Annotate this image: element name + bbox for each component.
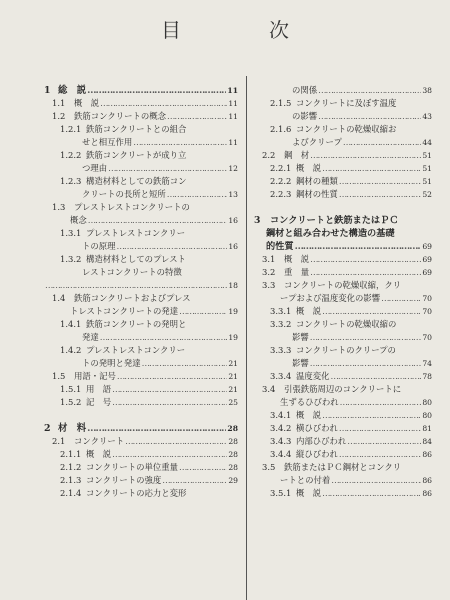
toc-entry-number: 1.2.3: [60, 176, 82, 186]
toc-leader-dots: [142, 357, 228, 370]
toc-entry: [44, 448, 238, 461]
toc-entry: [44, 240, 238, 253]
toc-entry-text: 温度変化: [296, 371, 330, 381]
toc-entry: [254, 214, 432, 227]
toc-entry: [44, 383, 238, 396]
toc-entry-number: 2.1.6: [270, 124, 292, 134]
toc-leader-dots: [339, 175, 421, 188]
toc-page-number: 69: [422, 268, 432, 277]
toc-entry: [254, 448, 432, 461]
toc-entry-number: 2.1.2: [60, 462, 82, 472]
toc-entry: [44, 331, 238, 344]
toc-leader-dots: [322, 305, 421, 318]
toc-entry-text: 概 説: [296, 306, 322, 316]
toc-entry-text: 構造材料としてのプレスト: [86, 254, 186, 264]
toc-entry-text: 影響: [292, 332, 309, 342]
toc-entry-text: コンクリートに及ぼす温度: [296, 98, 397, 108]
toc-entry-text: 生ずるひびわれ: [280, 397, 339, 407]
toc-entry-text: 概 説: [296, 163, 322, 173]
toc-entry-number: 2.1.3: [60, 475, 82, 485]
toc-entry: [254, 396, 432, 409]
toc-entry-text: 鋼材の種類: [296, 176, 338, 186]
toc-entry: [44, 357, 238, 370]
toc-entry: [254, 344, 432, 357]
toc-entry: [254, 357, 432, 370]
toc-page-number: 28: [228, 463, 238, 472]
toc-page-number: 44: [422, 138, 432, 147]
toc-entry-number: 1.3.1: [60, 228, 82, 238]
toc-entry-number: 1.5: [52, 371, 66, 381]
toc-leader-dots: [100, 97, 227, 110]
toc-page-number: 84: [422, 437, 432, 446]
toc-entry: [44, 266, 238, 279]
toc-entry: [254, 305, 432, 318]
toc-entry-text: 鉄筋コンクリートが成り立: [86, 150, 187, 160]
toc-entry-number: 3.4.1: [270, 410, 292, 420]
toc-page-number: 86: [422, 450, 432, 459]
toc-entry: [254, 123, 432, 136]
toc-leader-dots: [179, 305, 227, 318]
toc-leader-dots: [179, 461, 227, 474]
toc-entry-text: 鋼材と組み合わせた構造の基礎: [266, 228, 395, 239]
toc-entry-number: 3.3.1: [270, 306, 292, 316]
toc-entry-text: 概 説: [296, 488, 322, 498]
toc-entry-text: 鋼 材: [284, 150, 310, 160]
toc-leader-dots: [167, 188, 228, 201]
toc-entry-number: 1.4: [52, 293, 66, 303]
toc-entry: [254, 266, 432, 279]
toc-entry-text: の影響: [292, 111, 318, 121]
toc-entry: [254, 110, 432, 123]
toc-entry-number: 2: [44, 423, 51, 434]
toc-entry: [44, 149, 238, 162]
toc-entry-text: コンクリートのクリープの: [296, 345, 396, 355]
toc-leader-dots: [340, 396, 422, 409]
toc-leader-dots: [339, 448, 421, 461]
toc-entry-number: 3.4: [262, 384, 276, 394]
toc-leader-dots: [45, 279, 227, 292]
page-title: 目 次: [161, 18, 323, 42]
toc-leader-dots: [347, 435, 421, 448]
toc-entry-number: 3.3.4: [270, 371, 292, 381]
toc-entry-text: プレストレストコンクリー: [86, 228, 186, 238]
toc-page-number: 80: [422, 398, 432, 407]
toc-entry-number: 2.2.2: [270, 176, 292, 186]
toc-leader-dots: [117, 370, 227, 383]
toc-entry-text: レストコンクリートの特徴: [82, 267, 182, 277]
toc-entry-number: 1.5.1: [60, 384, 82, 394]
toc-entry-number: 3.2: [262, 267, 276, 277]
toc-entry: [44, 253, 238, 266]
toc-entry-text: トの発明と発達: [82, 358, 141, 368]
toc-entry-text: 材 料: [58, 423, 87, 434]
toc-entry-text: よびクリープ: [292, 137, 342, 147]
toc-page-number: 16: [228, 216, 238, 225]
toc-entry: [254, 136, 432, 149]
toc-entry: [254, 292, 432, 305]
toc-entry: [254, 409, 432, 422]
toc-entry-text: 重 量: [284, 267, 310, 277]
toc-leader-dots: [133, 136, 227, 149]
toc-entry-number: 1.1: [52, 98, 66, 108]
toc-page-number: 74: [422, 359, 432, 368]
toc-entry: [44, 422, 238, 435]
toc-entry: [254, 370, 432, 383]
toc-page-number: 19: [228, 307, 238, 316]
toc-leader-dots: [117, 240, 228, 253]
toc-page-number: 80: [422, 411, 432, 420]
toc-page-number: 29: [228, 476, 238, 485]
toc-entry: [44, 474, 238, 487]
toc-page-number: 28: [228, 450, 238, 459]
toc-entry: [254, 461, 432, 474]
toc-leader-dots: [318, 84, 421, 97]
toc-entry: [254, 383, 432, 396]
toc-entry-number: 3.5.1: [270, 488, 292, 498]
toc-entry-text: トの原理: [82, 241, 116, 251]
toc-entry-text: 構造材料としての鉄筋コン: [86, 176, 187, 186]
toc-entry-text: 概 説: [86, 449, 112, 459]
toc-entry: [254, 435, 432, 448]
toc-entry-number: 3: [254, 215, 261, 226]
toc-leader-dots: [295, 240, 422, 253]
toc-leader-dots: [322, 487, 421, 500]
toc-entry: [254, 201, 432, 214]
toc-entry-text: 記 号: [86, 397, 112, 407]
toc-leader-dots: [87, 84, 226, 97]
toc-entry-text: 縦ひびわれ: [296, 449, 338, 459]
toc-entry: [254, 487, 432, 500]
toc-entry: [44, 318, 238, 331]
toc-page-number: 51: [422, 177, 432, 186]
toc-leader-dots: [343, 136, 421, 149]
toc-entry: [254, 175, 432, 188]
toc-page-number: 78: [422, 372, 432, 381]
toc-entry-number: 3.3: [262, 280, 276, 290]
toc-leader-dots: [125, 435, 227, 448]
toc-entry: [44, 279, 238, 292]
toc-page-number: 11: [228, 138, 238, 147]
toc-entry: [254, 422, 432, 435]
toc-entry-number: 1.2: [52, 111, 66, 121]
toc-page-number: 16: [228, 242, 238, 251]
toc-entry-text: 用語・記号: [74, 371, 116, 381]
toc-entry-text: コンクリートの乾燥収縮の: [296, 319, 397, 329]
toc-entry-number: 1.2.1: [60, 124, 82, 134]
toc-leader-dots: [310, 357, 422, 370]
toc-entry-text: 鋼材の性質: [296, 189, 338, 199]
toc-page-number: 21: [228, 385, 238, 394]
toc-entry-text: 内部ひびわれ: [296, 436, 347, 446]
toc-leader-dots: [112, 396, 227, 409]
toc-entry-text: コンクリートの強度: [86, 475, 162, 485]
toc-entry: [44, 123, 238, 136]
toc-entry-text: ートとの付着: [280, 475, 331, 485]
toc-page-number: 28: [227, 424, 238, 433]
toc-entry-text: 鉄筋またはＰＣ鋼材とコンクリ: [284, 462, 402, 472]
toc-leader-dots: [167, 110, 227, 123]
toc-entry: [44, 136, 238, 149]
toc-entry: [44, 344, 238, 357]
toc-entry-text: 鉄筋コンクリートとの組合: [86, 124, 187, 134]
toc-entry-text: コンクリートの乾燥収縮お: [296, 124, 397, 134]
toc-page-number: 12: [228, 164, 238, 173]
toc-page-number: 25: [228, 398, 238, 407]
toc-entry: [44, 84, 238, 97]
toc-page-number: 51: [422, 164, 432, 173]
toc-entry: [254, 84, 432, 97]
toc-entry-text: コンクリートの単位重量: [86, 462, 178, 472]
toc-entry-text: つ理由: [82, 163, 108, 173]
toc-entry: [44, 487, 238, 500]
toc-entry-text: クリートの長所と短所: [82, 189, 166, 199]
toc-entry-text: ープおよび温度変化の影響: [280, 293, 381, 303]
toc-page-number: 51: [422, 151, 432, 160]
toc-entry: [254, 227, 432, 240]
toc-entry-text: 発達: [82, 332, 99, 342]
toc-entry: [254, 253, 432, 266]
toc-entry-text: 概 説: [284, 254, 310, 264]
toc-page-number: 69: [422, 242, 432, 251]
toc-entry-text: 引張鉄筋周辺のコンクリートに: [284, 384, 402, 394]
toc-entry-number: 1.3.2: [60, 254, 82, 264]
toc-entry-number: 3.4.3: [270, 436, 292, 446]
toc-page-number: 11: [228, 99, 238, 108]
toc-entry-text: コンクリート: [74, 436, 125, 446]
toc-entry: [44, 409, 238, 422]
toc-entry-text: 概 説: [296, 410, 322, 420]
toc-entry-number: 3.3.2: [270, 319, 292, 329]
toc-entry: [254, 331, 432, 344]
toc-page-number: 21: [228, 372, 238, 381]
toc-entry-text: トレストコンクリートの発達: [70, 306, 179, 316]
toc-entry-text: コンクリートの乾燥収縮，クリ: [284, 280, 402, 290]
toc-leader-dots: [108, 162, 227, 175]
toc-entry-number: 1.4.1: [60, 319, 82, 329]
toc-leader-dots: [100, 331, 228, 344]
toc-entry-number: 1.3: [52, 202, 66, 212]
toc-page-number: 70: [422, 307, 432, 316]
toc-leader-dots: [112, 383, 227, 396]
toc-entry: [44, 214, 238, 227]
toc-entry: [44, 396, 238, 409]
toc-page-number: 11: [228, 112, 238, 121]
column-divider: [246, 76, 247, 600]
toc-leader-dots: [331, 474, 421, 487]
toc-entry-number: 2.1.5: [270, 98, 292, 108]
toc-entry-number: 2.1.4: [60, 488, 82, 498]
toc-leader-dots: [322, 162, 421, 175]
toc-leader-dots: [112, 448, 227, 461]
toc-leader-dots: [310, 253, 421, 266]
toc-entry-text: 概 説: [74, 98, 100, 108]
toc-entry-text: 用 語: [86, 384, 112, 394]
toc-entry: [44, 110, 238, 123]
toc-entry-text: 鉄筋コンクリートの概念: [74, 111, 166, 121]
toc-entry-number: 3.4.2: [270, 423, 292, 433]
toc-entry-number: 3.4.4: [270, 449, 292, 459]
toc-entry: [44, 162, 238, 175]
toc-page-number: 18: [228, 281, 238, 290]
toc-left-column: [44, 84, 238, 500]
toc-page-number: 28: [228, 437, 238, 446]
toc-leader-dots: [331, 370, 422, 383]
toc-leader-dots: [339, 422, 421, 435]
toc-page-number: 86: [422, 476, 432, 485]
toc-entry: [254, 240, 432, 253]
toc-entry-text: せと相互作用: [82, 137, 133, 147]
toc-page-number: 86: [422, 489, 432, 498]
toc-entry-text: の関係: [292, 85, 318, 95]
toc-leader-dots: [381, 292, 421, 305]
toc-leader-dots: [87, 422, 226, 435]
toc-page-number: 70: [422, 294, 432, 303]
toc-entry-text: コンクリートの応力と変形: [86, 488, 187, 498]
toc-entry: [44, 292, 238, 305]
toc-right-column: [254, 84, 432, 500]
toc-leader-dots: [310, 266, 421, 279]
toc-entry: [254, 188, 432, 201]
toc-entry: [44, 305, 238, 318]
toc-leader-dots: [318, 110, 421, 123]
toc-entry-number: 3.5: [262, 462, 276, 472]
toc-entry-text: 鉄筋コンクリートの発明と: [86, 319, 187, 329]
toc-leader-dots: [322, 409, 421, 422]
toc-entry: [44, 97, 238, 110]
toc-entry-text: 横ひびわれ: [296, 423, 338, 433]
toc-entry: [254, 162, 432, 175]
toc-entry: [44, 435, 238, 448]
toc-entry-number: 3.1: [262, 254, 276, 264]
toc-entry-text: 総 説: [58, 85, 87, 96]
toc-entry-text: 影響: [292, 358, 309, 368]
toc-page-number: 21: [228, 359, 238, 368]
toc-entry-text: 概念: [70, 215, 87, 225]
toc-leader-dots: [310, 331, 422, 344]
toc-entry: [254, 97, 432, 110]
toc-entry-text: 鉄筋コンクリートおよびプレス: [74, 293, 191, 303]
toc-entry-text: コンクリートと鉄筋またはＰＣ: [270, 215, 399, 226]
toc-entry-number: 1: [44, 85, 51, 96]
toc-entry-text: プレストレストコンクリー: [86, 345, 186, 355]
toc-entry: [44, 370, 238, 383]
toc-page-number: 52: [422, 190, 432, 199]
toc-entry: [254, 279, 432, 292]
toc-entry-number: 2.1: [52, 436, 66, 446]
toc-page-number: 70: [422, 333, 432, 342]
toc-page-number: 11: [227, 86, 238, 95]
toc-entry-number: 2.2.3: [270, 189, 292, 199]
toc-entry: [44, 461, 238, 474]
toc-entry: [44, 201, 238, 214]
toc-page-number: 81: [422, 424, 432, 433]
toc-page-number: 69: [422, 255, 432, 264]
toc-leader-dots: [162, 474, 227, 487]
toc-entry: [44, 227, 238, 240]
toc-leader-dots: [88, 214, 228, 227]
toc-entry-text: 的性質: [266, 241, 294, 252]
toc-entry-number: 2.2: [262, 150, 276, 160]
toc-entry-number: 1.5.2: [60, 397, 82, 407]
toc-entry-number: 1.4.2: [60, 345, 82, 355]
toc-entry-text: プレストレストコンクリートの: [74, 202, 190, 212]
toc-leader-dots: [310, 149, 421, 162]
toc-page-number: 13: [228, 190, 238, 199]
toc-entry-number: 2.1.1: [60, 449, 82, 459]
toc-page-number: 38: [422, 86, 432, 95]
toc-leader-dots: [339, 188, 421, 201]
toc-entry: [254, 318, 432, 331]
toc-entry-number: 1.2.2: [60, 150, 82, 160]
toc-entry-number: 2.2.1: [270, 163, 292, 173]
toc-entry: [254, 474, 432, 487]
toc-page-number: 19: [228, 333, 238, 342]
toc-page-number: 43: [422, 112, 432, 121]
toc-entry: [44, 175, 238, 188]
toc-entry: [44, 188, 238, 201]
toc-entry: [254, 149, 432, 162]
toc-entry-number: 3.3.3: [270, 345, 292, 355]
